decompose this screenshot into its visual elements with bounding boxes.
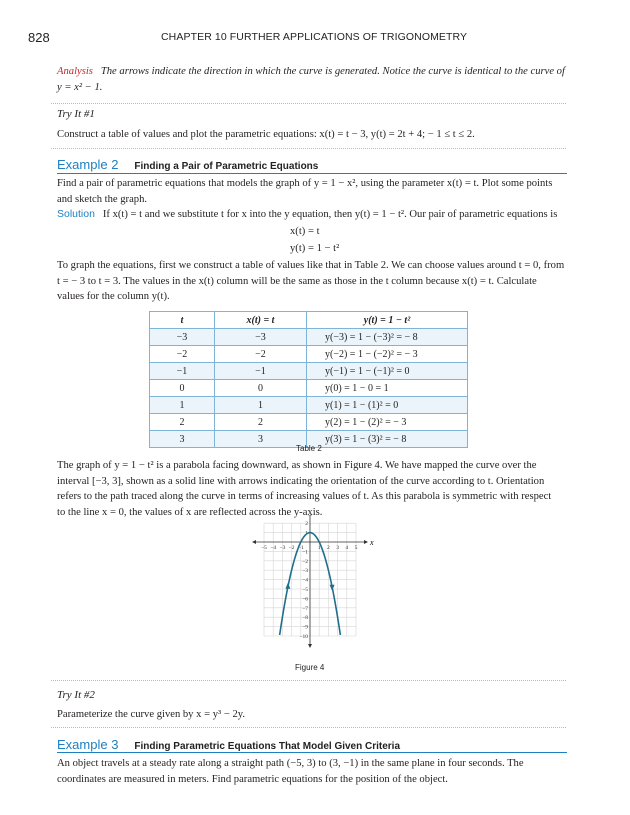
table-cell: 3 <box>150 431 215 448</box>
x-tick-label: −4 <box>270 545 277 551</box>
divider <box>51 103 566 104</box>
example-2-heading <box>57 156 318 174</box>
x-tick-label: 3 <box>336 545 339 551</box>
example-3-line-2: coordinates are measured in meters. Find parametric equations for the position of the object. <box>57 773 448 785</box>
example-2-label: Example 2 <box>57 157 119 172</box>
y-tick-label: −10 <box>299 634 308 640</box>
divider <box>51 148 566 149</box>
para-line-3: values for the column y(t). <box>57 291 170 302</box>
table-row <box>150 363 468 380</box>
orientation-arrow-right <box>330 585 335 591</box>
try-it-1-text: Construct a table of values and plot the parametric equations: x(t) = t − 3, y(t) = 2t + 4; − 1 ≤ t ≤ 2. <box>57 129 475 140</box>
y-tick-label: −2 <box>302 558 308 565</box>
table-cell: 3 <box>215 431 307 448</box>
graph-para-line-2: interval [−3, 3], shown as a solid line with arrows indicating the orientation of the curve according to t. Orientation <box>57 475 545 487</box>
example-2-title: Finding a Pair of Parametric Equations <box>134 161 319 172</box>
divider <box>51 680 566 681</box>
example-3-problem <box>57 756 524 787</box>
analysis-label: Analysis <box>57 66 93 77</box>
table-caption: Table 2 <box>296 444 322 453</box>
problem-line-2: and sketch the graph. <box>57 193 148 205</box>
analysis-block <box>57 64 577 95</box>
analysis-text: The arrows indicate the direction in which the curve is generated. Notice the curve is identical to the curve of <box>100 66 565 77</box>
x-tick-label: −2 <box>288 545 295 551</box>
solution-text: If x(t) = t and we substitute t for x into the y equation, then y(t) = 1 − t². Our pair of parametric equations is <box>102 209 558 220</box>
x-tick-label: 4 <box>345 545 349 551</box>
y-tick-label: −5 <box>302 587 308 593</box>
graph-para-line-3: refers to the path traced along the curve in terms of increasing values of t. As this parabola is symmetric with respect <box>57 491 552 502</box>
table-cell: −1 <box>215 363 307 380</box>
table-row <box>150 397 468 414</box>
tick-labels <box>261 521 358 640</box>
x-tick-label: −3 <box>279 545 286 551</box>
graph-para-line-1: The graph of y = 1 − t² is a parabola facing downward, as shown in Figure 4. We have mapped the curve over the <box>57 460 537 471</box>
solution-label: Solution <box>57 208 95 220</box>
y-tick-label: 2 <box>305 521 308 528</box>
table-cell: 0 <box>150 380 215 397</box>
table-cell: −3 <box>150 329 215 346</box>
x-tick-label: 5 <box>354 545 358 551</box>
table-cell: 2 <box>150 414 215 431</box>
table-cell: 0 <box>215 380 307 397</box>
table-cell: y(0) = 1 − 0 = 1 <box>307 380 468 397</box>
y-tick-label: −6 <box>302 596 308 603</box>
x-axis-label: x <box>370 538 374 547</box>
table-cell: y(−2) = 1 − (−2)² = − 3 <box>307 346 468 363</box>
table-row <box>150 414 468 431</box>
graph-paragraph <box>57 458 551 520</box>
table-cell: y(−1) = 1 − (−1)² = 0 <box>307 363 468 380</box>
try-it-2-heading: Try It #2 <box>57 689 95 701</box>
table-cell: −1 <box>150 363 215 380</box>
para-line-1: To graph the equations, first we construct a table of values like that in Table 2. We can choose values around t = 0, from <box>57 260 565 271</box>
page-number: 828 <box>28 30 50 45</box>
equation-2: y(t) = 1 − t² <box>290 243 340 254</box>
y-tick-label: 1 <box>305 530 308 537</box>
y-tick-label: −1 <box>302 549 308 556</box>
table-cell: 1 <box>150 397 215 414</box>
y-tick-label: −3 <box>302 568 308 575</box>
table-cell: y(1) = 1 − (1)² = 0 <box>307 397 468 414</box>
orientation-arrow-left <box>285 583 290 589</box>
y-tick-label: −4 <box>302 577 308 584</box>
example-3-label: Example 3 <box>57 737 119 752</box>
table-cell: y(2) = 1 − (2)² = − 3 <box>307 414 468 431</box>
x-axis-arrow-left <box>252 540 256 544</box>
table-row <box>150 380 468 397</box>
graph-para-line-4: to the line x = 0, the values of x are reflected across the y-axis. <box>57 506 323 518</box>
para-line-2: t = − 3 to t = 3. The values in the x(t) column will be the same as those in the t column because x(t) = t. Calculate <box>57 275 537 287</box>
try-it-1-heading: Try It #1 <box>57 108 95 120</box>
table-header-row <box>150 312 468 329</box>
y-axis-arrow-down <box>308 644 312 648</box>
table-row <box>150 329 468 346</box>
try-it-2-text: Parameterize the curve given by x = y³ − 2y. <box>57 709 245 720</box>
table-row <box>150 346 468 363</box>
y-tick-label: −7 <box>302 605 308 612</box>
table-cell: 2 <box>215 414 307 431</box>
table-intro-paragraph <box>57 258 564 305</box>
figure-4-graph <box>230 515 390 665</box>
values-table <box>149 311 468 448</box>
table-cell: −2 <box>150 346 215 363</box>
figure-caption: Figure 4 <box>295 663 325 672</box>
example-2-rule <box>57 173 567 174</box>
example-3-title: Finding Parametric Equations That Model Given Criteria <box>134 741 401 752</box>
divider <box>51 727 566 728</box>
y-tick-label: −9 <box>302 624 308 631</box>
table-cell: y(−3) = 1 − (−3)² = − 8 <box>307 329 468 346</box>
axes <box>252 515 368 648</box>
table-header-y: y(t) = 1 − t² <box>307 312 468 329</box>
table-cell: 1 <box>215 397 307 414</box>
chapter-header <box>161 31 467 43</box>
x-tick-label: −5 <box>261 545 267 551</box>
x-axis-arrow-right <box>364 540 368 544</box>
table-cell: −2 <box>215 346 307 363</box>
example-3-line-1: An object travels at a steady rate along a straight path (−5, 3) to (3, −1) in the same plane in four seconds. The <box>57 758 524 769</box>
table-header-x: x(t) = t <box>215 312 307 329</box>
x-tick-label: −1 <box>297 545 304 551</box>
solution-line <box>57 207 557 223</box>
analysis-line-1 <box>57 64 577 80</box>
equation-1: x(t) = t <box>290 226 320 237</box>
problem-line-1: Find a pair of parametric equations that models the graph of y = 1 − x², using the parameter x(t) = t. Plot some points <box>57 178 553 189</box>
example-3-rule <box>57 752 567 753</box>
x-tick-label: 2 <box>327 545 330 551</box>
y-tick-label: −8 <box>302 615 308 622</box>
table-header-t: t <box>150 312 215 329</box>
table-cell: y(3) = 1 − (3)² = − 8 <box>307 431 468 448</box>
example-2-problem <box>57 176 552 207</box>
table-cell: −3 <box>215 329 307 346</box>
chapter-prefix: CHAPTER 10 <box>161 31 230 43</box>
x-tick-label: 1 <box>317 545 321 551</box>
analysis-line-2: y = x² − 1. <box>57 81 103 93</box>
chapter-title: FURTHER APPLICATIONS OF TRIGONOMETRY <box>229 31 468 43</box>
